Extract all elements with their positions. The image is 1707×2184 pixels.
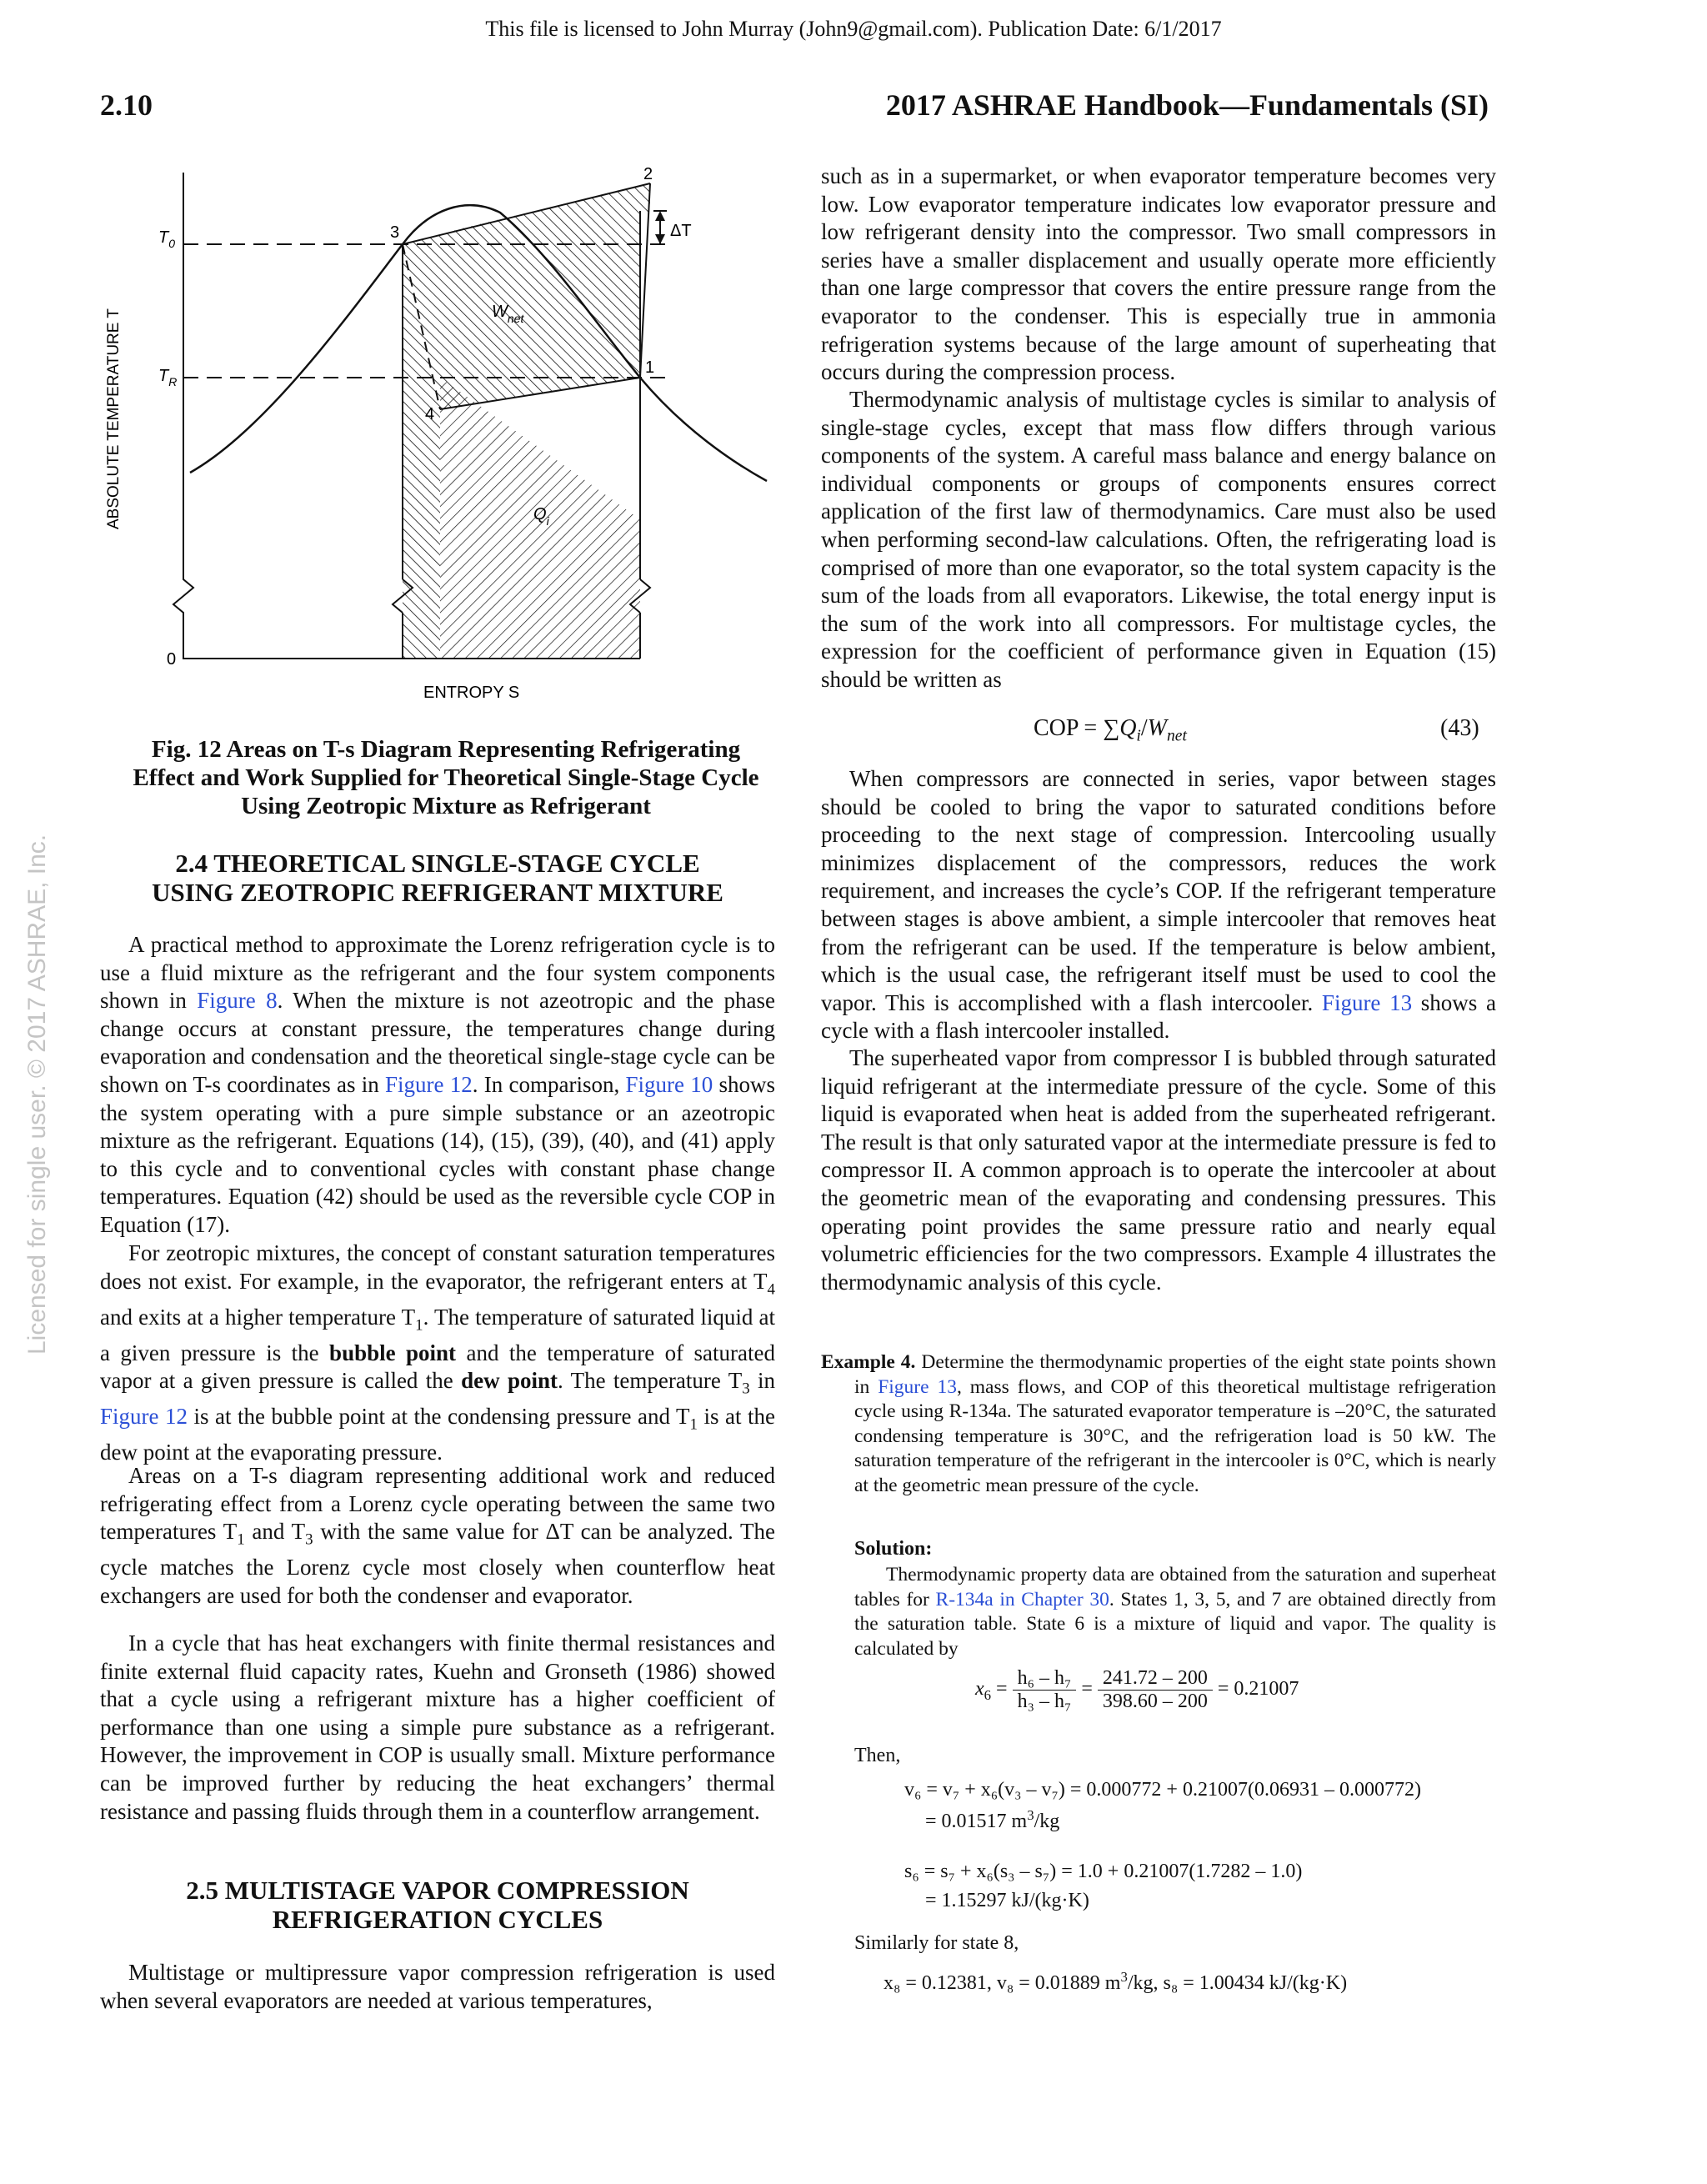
point-1-label: 1 bbox=[645, 358, 655, 377]
section-2-4-heading: 2.4 THEORETICAL SINGLE-STAGE CYCLE USING ZEOTROPIC REFRIGERANT MIXTURE bbox=[152, 849, 723, 907]
license-notice: This file is licensed to John Murray (John9@gmail.com). Publication Date: 6/1/2017 bbox=[485, 17, 1222, 41]
solution-label: Solution: bbox=[854, 1538, 933, 1560]
origin-label: 0 bbox=[167, 650, 177, 669]
figure-caption bbox=[100, 735, 792, 820]
section-2-4-paragraph-4: In a cycle that has heat exchangers with finite thermal resistances and finite external fluid capacity rates, Kuehn and Gronseth (1986) showed that a cycle using a refrigerant mixture has a higher coefficient of performance than one using a simple pure substance as a refrigerant. However, the improvement in COP is usually small. Mixture performance can be improved further by reducing the heat exchangers’ thermal resistance and passing fluids through them in a counterflow arrangement. bbox=[100, 1630, 775, 1824]
page-number: 2.10 bbox=[100, 88, 153, 122]
caption-line-2: Effect and Work Supplied for Theoretical Single-Stage Cycle bbox=[133, 764, 759, 791]
point-3-label: 3 bbox=[390, 223, 400, 242]
ts-diagram bbox=[100, 163, 792, 713]
right-paragraph-4: The superheated vapor from compressor I is bubbled through saturated liquid refrigerant at the intermediate pressure of the cycle. Some of this liquid is evaporated when heat is added from the superheated refrigerant. The result is that only saturated vapor at the intermediate pressure is fed to compressor II. A common approach is to operate the intercooler at about the geometric mean of the evaporating and condensing pressures. This operating point provides the same pressure ratio and nearly equal volumetric efficiencies for the two compressors. Example 4 illustrates the thermodynamic analysis of this cycle. bbox=[821, 1045, 1496, 1295]
example-4 bbox=[821, 1350, 1496, 1499]
y-axis-label: ABSOLUTE TEMPERATURE T bbox=[105, 308, 123, 529]
t0-label: $T_0$ bbox=[158, 228, 176, 250]
state-8-values: x₈ = 0.12381, v₈ = 0.01889 $m^3/kg$, s₈ = 1.00434 kJ/(kg·K) bbox=[884, 1969, 1348, 1994]
r134a-chapter-30-link[interactable]: R-134a in Chapter 30 bbox=[935, 1588, 1109, 1610]
book-title: 2017 ASHRAE Handbook—Fundamentals (SI) bbox=[885, 88, 1489, 122]
quality-fraction-numeric: $\frac{241.72 - 200}{398.60 - 200}$ bbox=[1098, 1667, 1213, 1713]
s6-equation-line-2: = 1.15297 kJ/(kg·K) bbox=[925, 1890, 1089, 1911]
quality-equation: $x_6$ = $\frac{\text{h₆ – h₇}}{\text{h₃ – h₇}}$ = $\frac{241.72 - 200}{398.60 - 200}$ = 0.21007 bbox=[975, 1667, 1299, 1712]
caption-line-3: Using Zeotropic Mixture as Refrigerant bbox=[241, 793, 651, 819]
w-net-region bbox=[403, 183, 650, 409]
point-4-label: 4 bbox=[425, 405, 435, 423]
section-2-4-paragraph-2: For zeotropic mixtures, the concept of constant saturation temperatures does not exist. For example, in the evaporator, the refrigerant enters at $T_4$ and exits at a higher temperature $T_1$. The temperature of saturated liquid at a given pressure is the bubble point and the temperature of saturated vapor at a given pressure is called the dew point. The temperature $T_3$ in Figure 12 is at the bubble point at the condensing pressure and $T_1$ is at the dew point at the evaporating pressure. bbox=[100, 1240, 776, 1465]
right-paragraph-2: Thermodynamic analysis of multistage cycles is similar to analysis of single-stage cycles, except that mass flow differs through various components of the system. A careful mass balance and energy balance on individual components or groups of components ensures correct application of the first law of thermodynamics. Care must also be used when performing second-law calculations. Often, the refrigerating load is comprised of more than one evaporator, so the total system capacity is the sum of the loads from all evaporators. Likewise, the total energy input is the sum of the work into all compressors. For multistage cycles, the expression for the coefficient of performance given in Equation (15) should be written as bbox=[821, 387, 1496, 692]
v6-equation-line-2: = 0.01517 $m^3/kg$ bbox=[925, 1807, 1060, 1832]
figure-8-link[interactable]: Figure 8 bbox=[197, 988, 278, 1014]
equation-43-number: (43) bbox=[1440, 715, 1479, 741]
section-2-4-paragraph-3: Areas on a T-s diagram representing additional work and reduced refrigerating effect from a Lorenz cycle operating between the same two temperatures $T_1$ and $T_3$ with the same value for ΔT can be analyzed. The cycle matches the Lorenz cycle most closely when counterflow heat exchangers are used for both the condenser and evaporator. bbox=[100, 1463, 775, 1608]
figure-12-link-2[interactable]: Figure 12 bbox=[100, 1404, 188, 1430]
tr-label: $T_R$ bbox=[158, 367, 178, 388]
example-4-label: Example 4. bbox=[821, 1351, 916, 1373]
section-2-4-paragraph-1: A practical method to approximate the Lorenz refrigeration cycle is to use a fluid mixture as the refrigerant and the four system components shown in Figure 8. When the mixture is not azeotropic and the phase change occurs at constant pressure, the temperatures change during evaporation and condensation and the theoretical single-stage cycle can be shown on T-s coordinates as in Figure 12. In comparison, Figure 10 shows the system operating with a pure simple substance or an azeotropic mixture as the refrigerant. Equations (14), (15), (39), (40), and (41) apply to this cycle and to conventional cycles with constant phase change temperatures. Equation (42) should be used as the reversible cycle COP in Equation (17). bbox=[100, 932, 775, 1237]
quality-fraction-symbolic: $\frac{\text{h₆ – h₇}}{\text{h₃ – h₇}}$ bbox=[1013, 1667, 1077, 1713]
example-4-text: Example 4. Determine the thermodynamic properties of the eight state points shown in Figure 13, mass flows, and COP of this theoretical multistage refrigeration cycle using R-134a. The saturated evaporator temperature is –20°C, the saturated condensing temperature is 30°C, and the refrigeration load is 50 kW. The saturation temperature of the refrigerant in the intercooler is 0°C, which is nearly at the geometric mean pressure of the cycle. bbox=[821, 1351, 1496, 1496]
side-watermark: Licensed for single user. © 2017 ASHRAE, Inc. bbox=[23, 834, 51, 1355]
equation-43: COP = $\sum Q_i/W_{net}$ bbox=[1034, 715, 1187, 745]
s6-equation-line-1: s₆ = s₇ + x₆(s₃ – s₇) = 1.0 + 0.21007(1.7282 – 1.0) bbox=[904, 1861, 1303, 1882]
ts-diagram-figure bbox=[100, 163, 792, 713]
q-i-label: $Q_i$ bbox=[533, 505, 549, 528]
right-paragraph-1: such as in a supermarket, or when evaporator temperature becomes very low. Low evaporator temperature indicates low evaporator pressure and low refrigerant density into the compressor. Two small compressors in series have a smaller displacement and usually operate more efficiently than one large compressor that covers the entire pressure range from the evaporator to the condenser. This is especially true in ammonia refrigeration systems because of the large amount of superheating that occurs during the compression process. bbox=[821, 163, 1496, 385]
then-label: Then, bbox=[854, 1745, 901, 1766]
figure-10-link[interactable]: Figure 10 bbox=[625, 1071, 713, 1097]
w-net-label: $W_{net}$ bbox=[492, 303, 524, 325]
delta-t-arrowhead-bottom bbox=[655, 234, 665, 244]
eq43-lhs: COP = ∑ bbox=[1034, 715, 1120, 741]
similarly-label: Similarly for state 8, bbox=[854, 1932, 1019, 1954]
figure-12-link[interactable]: Figure 12 bbox=[385, 1071, 473, 1097]
v6-equation-line-1: v₆ = v₇ + x₆(v₃ – v₇) = 0.000772 + 0.21007(0.06931 – 0.000772) bbox=[904, 1779, 1421, 1801]
x-axis-label: ENTROPY S bbox=[423, 684, 520, 702]
section-2-5-paragraph-1: Multistage or multipressure vapor compression refrigeration is used when several evaporators are needed at various temperatures, bbox=[100, 1960, 775, 2013]
delta-t-arrowhead-top bbox=[655, 211, 665, 221]
figure-13-link-2[interactable]: Figure 13 bbox=[878, 1375, 957, 1398]
figure-13-link[interactable]: Figure 13 bbox=[1321, 989, 1413, 1015]
section-2-5-heading: 2.5 MULTISTAGE VAPOR COMPRESSION REFRIGERATION CYCLES bbox=[186, 1876, 689, 1934]
right-paragraph-3: When compressors are connected in series, vapor between stages should be cooled to bring the vapor to saturated conditions before proceeding to the next stage of compression. Intercooling usually minimizes displacement of the compressors, reduces the work requirement, and increases the cycle’s COP. If the refrigerant temperature between stages is above ambient, a simple intercooler that removes heat from the refrigerant can be used. If the temperature is below ambient, which is the usual case, the refrigerant itself must be used to cool the vapor. This is accomplished with a flash intercooler. Figure 13 shows a cycle with a flash intercooler installed. bbox=[821, 766, 1496, 1044]
solution-paragraph: Thermodynamic property data are obtained from the saturation and superheat tables for R-134a in Chapter 30. States 1, 3, 5, and 7 are obtained directly from the saturation table. State 6 is a mixture of liquid and vapor. The quality is calculated by bbox=[854, 1564, 1496, 1660]
caption-line-1: Fig. 12 Areas on T-s Diagram Representing Refrigerating bbox=[151, 736, 741, 763]
point-2-label: 2 bbox=[643, 165, 653, 183]
delta-t-label: ΔT bbox=[670, 222, 692, 240]
